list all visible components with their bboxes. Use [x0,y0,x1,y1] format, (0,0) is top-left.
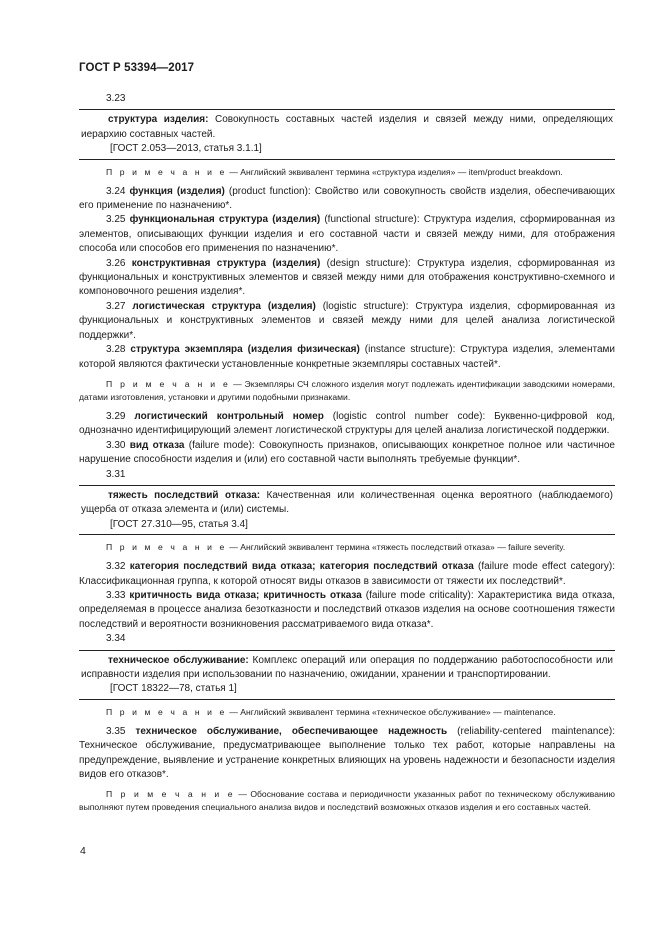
note-text: — Английский эквивалент термина «структура изделия» — item/product breakdown. [226,166,563,177]
note-3-34 [79,706,615,719]
term-name: структура изделия: [108,114,209,126]
term-definition: (failure mode): Совокупность признаков, описывающих конкретное полное или частичное нарушение способности изделия и (или) его составной части выполнять требуемые функции*. [79,439,615,466]
note-label: П р и м е ч а н и е [106,706,227,717]
note-text: — Обоснование состава и периодичности указанных работ по техническому обслуживанию выполняют путем проведения специального анализа видов и последствий возможных отказов изделия и его составных частей. [79,789,615,813]
term-definition: (logistic control number code): Буквенно-цифровой код, однозначно идентифицирующий элемент логистической структуры для целей анализа логистической поддержки. [79,410,615,437]
item-number-3-23: 3.23 [106,93,126,104]
term-3-32 [79,560,615,589]
term-3-27 [79,300,615,343]
note-label: П р и м е ч а н и е [106,378,231,389]
term-definition: Качественная или количественная оценка вероятного (наблюдаемого) ущерба от отказа элемента и (или) системы. [81,489,613,516]
term-box-3-31 [79,485,615,535]
item-number: 3.30 [106,439,126,451]
term-name: логистический контрольный номер [134,410,324,422]
term-3-28 [79,343,615,372]
term-3-33 [79,589,615,632]
term-definition: (failure mode criticality): Характеристика вида отказа, определяемая в процессе анализа безотказности и последствий отказов изделия на основе соотношения тяжести последствий и вероятности возникновения рассматриваемого вида отказа*. [79,589,615,630]
item-number: 3.33 [106,589,126,601]
item-number: 3.29 [106,410,126,422]
item-number: 3.26 [106,257,126,269]
document-header: ГОСТ Р 53394—2017 [79,62,195,74]
term-name: техническое обслуживание: [108,654,249,666]
note-3-23 [79,166,615,179]
term-definition: (failure mode effect category): Классификационная группа, к которой относят виды отказов в зависимости от тяжести их последствий*. [79,561,615,587]
term-source: [ГОСТ 2.053—2013, статья 3.1.1] [110,143,262,155]
term-source: [ГОСТ 18322—78, статья 1] [110,683,237,695]
term-3-26 [79,257,615,300]
note-text: — Экземпляры СЧ сложного изделия могут подлежать идентификации заводскими номерами, датами изготовления, установки и другими подобными признаками. [79,378,615,402]
term-3-34 [81,654,613,683]
term-definition: (functional structure): Структура изделия, сформированная из элементов, описывающих функции изделия и его составной части и связей между ними, для отображения способа или способов его применения по назначению*. [79,214,615,255]
term-definition: (product function): Свойство или совокупность свойств изделия, обеспечивающих его применение по назначению*. [79,185,615,212]
item-number: 3.27 [106,300,126,312]
term-3-30 [79,439,615,468]
term-name: вид отказа [129,439,185,451]
item-number: 3.28 [106,344,126,356]
note-label: П р и м е ч а н и е [106,542,227,553]
term-name: логистическая структура (изделия) [132,300,316,312]
term-definition: Совокупность составных частей изделия и связей между ними, определяющих иерархию составных частей. [81,114,613,140]
term-name: функция (изделия) [129,185,225,197]
term-source: [ГОСТ 27.310—95, статья 3.4] [110,518,248,530]
term-3-25 [79,213,615,256]
term-definition: (logistic structure): Структура изделия, сформированная из функциональных и конструктивных элементов и связей между ними для целей анализа логистической поддержки*. [79,300,615,341]
note-3-28 [79,378,615,404]
term-name: функциональная структура (изделия) [129,214,321,226]
term-3-31 [81,489,613,518]
note-label: П р и м е ч а н и е [106,789,236,800]
item-number-3-34: 3.34 [106,633,126,645]
term-definition: (design structure): Структура изделия, сформированная из функциональных и конструктивных элементов и связей между ними для отображения конструктивно-схемного и компоновочного решения изделия*. [79,257,616,298]
note-label: П р и м е ч а н и е [106,166,227,177]
note-text: — Английский эквивалент термина «техническое обслуживание» — maintenance. [226,706,556,717]
term-name: тяжесть последствий отказа: [108,489,261,501]
term-name: структура экземпляра (изделия физическая) [130,344,360,356]
term-name: критичность вида отказа; критичность отказа [129,589,362,601]
term-box-3-34 [79,650,615,700]
term-3-24 [79,185,615,214]
term-name: категория последствий вида отказа; категория последствий отказа [129,561,474,573]
item-number-3-31: 3.31 [106,468,126,480]
item-number: 3.35 [106,725,126,737]
term-3-23 [81,113,613,142]
term-definition: Комплекс операций или операция по поддержанию работоспособности или исправности изделия при использовании по назначению, ожидании, хранении и транспортировании. [81,654,613,680]
page-number: 4 [80,845,86,857]
term-3-29 [79,410,615,439]
term-name: конструктивная структура (изделия) [131,257,321,269]
item-number: 3.32 [106,561,126,573]
term-3-35 [79,725,615,783]
note-text: — Английский эквивалент термина «тяжесть последствий отказа» — failure severity. [226,542,566,553]
term-definition: (instance structure): Структура изделия, элементами которой являются фактически установленные конкретные экземпляры составных частей*. [79,344,615,370]
note-3-31 [79,541,615,554]
note-3-35 [79,788,615,814]
term-box-3-23 [79,109,615,159]
item-number: 3.25 [106,214,126,226]
item-number: 3.24 [106,185,126,197]
term-definition: (reliability-centered maintenance): Техническое обслуживание, предусматривающее выполнение только тех работ, которые направлены на предупреждение, выявление и устранение конкретных влияющих на уровень надежности и безопасности изделия видов его отказов*. [79,725,615,781]
document-body [79,92,615,820]
term-name: техническое обслуживание, обеспечивающее надежность [135,725,448,737]
